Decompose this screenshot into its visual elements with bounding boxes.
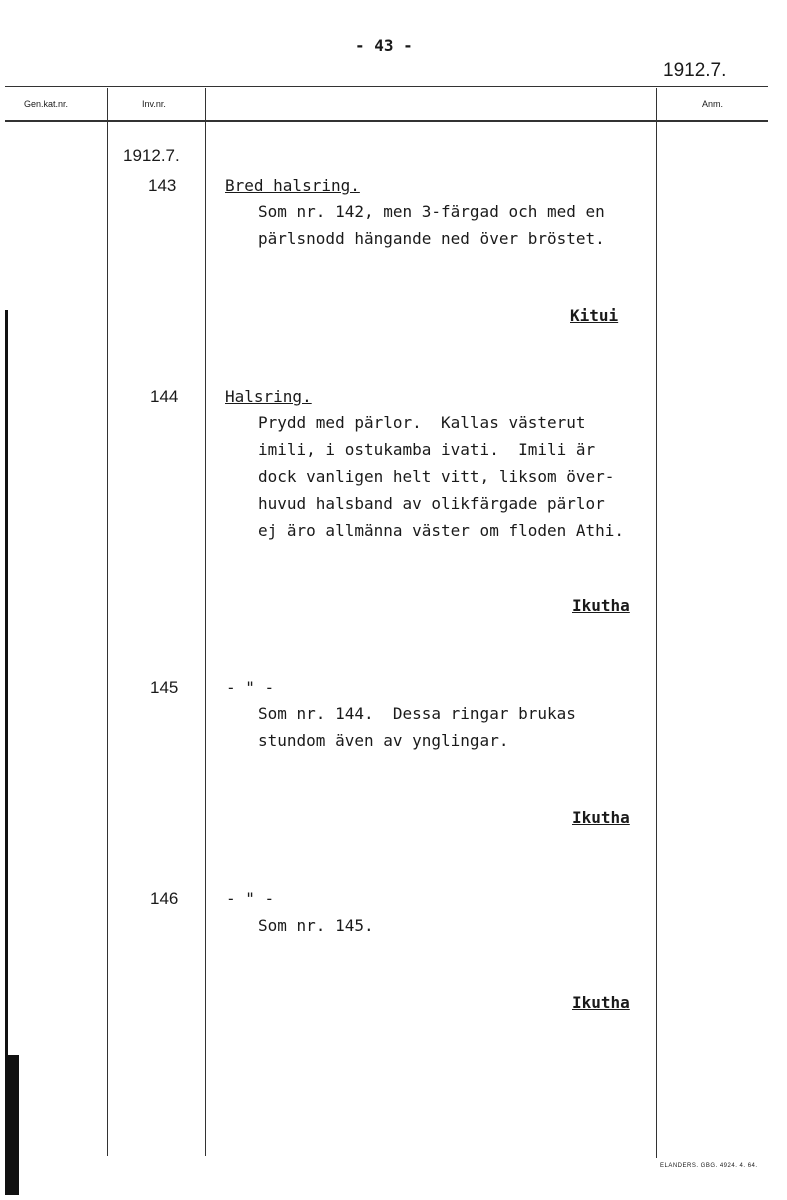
- inventory-number: 143: [148, 176, 177, 195]
- entry-text-line: ej äro allmänna väster om floden Athi.: [258, 521, 625, 540]
- inventory-number: 145: [150, 678, 179, 697]
- entry-text-line: huvud halsband av olikfärgade pärlor: [258, 494, 605, 513]
- entry-text-line: Som nr. 144. Dessa ringar brukas: [258, 704, 576, 723]
- entry-text-line: imili, i ostukamba ivati. Imili är: [258, 440, 596, 459]
- printer-mark: ELANDERS. GBG. 4924. 4. 64.: [660, 1163, 758, 1169]
- entry-text-line: Prydd med pärlor. Kallas västerut: [258, 413, 586, 432]
- column-header-gen-kat-nr: Gen.kat.nr.: [24, 99, 69, 109]
- header-bottom-rule: [5, 120, 768, 122]
- entry-text-line: Som nr. 145.: [258, 916, 374, 935]
- corner-reference: 1912.7.: [663, 60, 727, 81]
- page-number: - 43 -: [355, 36, 413, 55]
- place-name: Ikutha: [572, 808, 630, 827]
- entry-text-line: Som nr. 142, men 3-färgad och med en: [258, 202, 605, 221]
- column-divider-text: [205, 88, 206, 1156]
- column-header-anm: Anm.: [702, 99, 724, 109]
- left-margin-bar-thick: [5, 1055, 19, 1195]
- ditto-mark: - " -: [226, 678, 275, 697]
- inventory-number: 146: [150, 889, 179, 908]
- column-divider-anm: [656, 88, 657, 1158]
- entry-title: Halsring.: [225, 387, 312, 406]
- year-stamp: 1912.7.: [123, 146, 180, 165]
- ditto-mark: - " -: [226, 889, 275, 908]
- entry-text-line: pärlsnodd hängande ned över bröstet.: [258, 229, 605, 248]
- entry-title: Bred halsring.: [225, 176, 360, 195]
- column-divider-inv: [107, 88, 108, 1156]
- place-name: Ikutha: [572, 596, 630, 615]
- left-margin-bar: [5, 310, 8, 1055]
- header-top-rule: [5, 86, 768, 87]
- column-header-inv-nr: Inv.nr.: [142, 99, 166, 109]
- place-name: Ikutha: [572, 993, 630, 1012]
- entry-text-line: dock vanligen helt vitt, liksom över-: [258, 467, 615, 486]
- place-name: Kitui: [570, 306, 619, 325]
- entry-text-line: stundom även av ynglingar.: [258, 731, 509, 750]
- inventory-number: 144: [150, 387, 179, 406]
